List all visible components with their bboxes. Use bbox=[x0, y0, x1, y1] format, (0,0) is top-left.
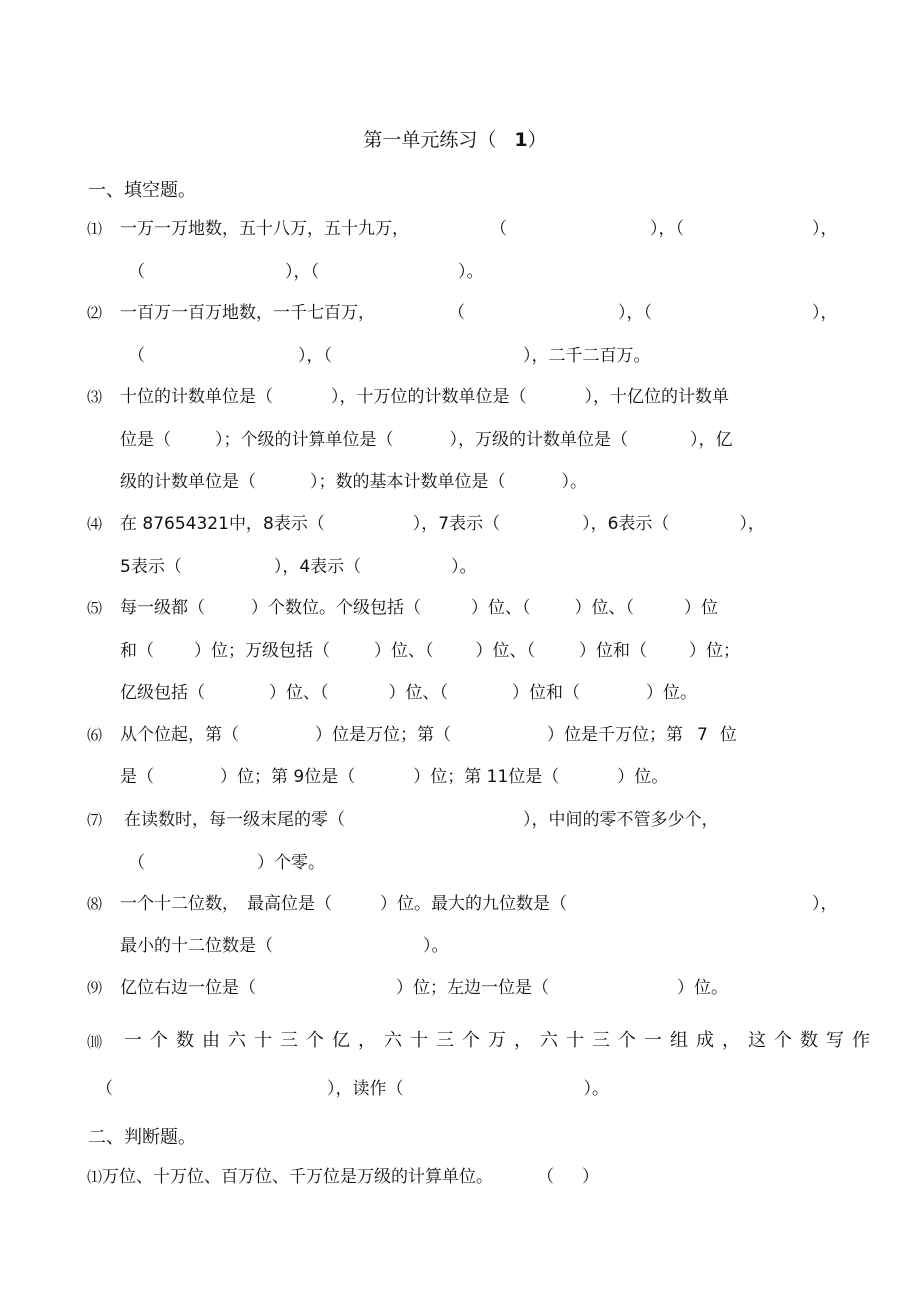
page-title: 第一单元练习（ 1） bbox=[363, 129, 547, 151]
question-number: ⑻ bbox=[87, 895, 103, 913]
answer-blank[interactable]: （ bbox=[128, 346, 145, 366]
question-10-line-2: （ ），读作（ ）。 bbox=[96, 1079, 609, 1099]
question-4-line-2: 5表示（ ），4表示（ ）。 bbox=[120, 557, 477, 577]
question-10-line-1: 一个数由六十三个亿，六十三个万，六十三个一组成，这个数写作 bbox=[124, 1030, 878, 1051]
question-number: ⑶ bbox=[87, 388, 103, 406]
question-1-line-1-end: ）， bbox=[812, 219, 838, 239]
question-number: ⑹ bbox=[87, 726, 103, 744]
answer-blank[interactable]: （ bbox=[448, 303, 465, 323]
question-7-line-2: （ ）个零。 bbox=[128, 853, 325, 873]
question-number: ⑷ bbox=[87, 515, 103, 533]
answer-blank[interactable]: ），（ bbox=[298, 346, 332, 366]
question-3-line-3: 级的计数单位是（ ）；数的基本计数单位是（ ）。 bbox=[120, 472, 587, 492]
question-1-line-1: 一万一万地数，五十八万，五十九万， bbox=[120, 219, 409, 239]
judgement-1-line: ⑴万位、十万位、百万位、千万位是万级的计算单位。 （ ） bbox=[87, 1167, 600, 1187]
question-4-line-1: 在 87654321中，8表示（ ），7表示（ ），6表示（ ）， bbox=[120, 514, 765, 534]
question-6-line-2: 是（ ）位；第 9位是（ ）位；第 11位是（ ）位。 bbox=[120, 767, 669, 787]
question-number: ⑵ bbox=[87, 304, 103, 322]
question-5-line-1: 每一级都（ ）个数位。个级包括（ ）位、（ ）位、（ ）位 bbox=[120, 598, 718, 618]
question-number: ⑼ bbox=[87, 979, 103, 997]
question-1-line-2-end: ）。 bbox=[458, 262, 484, 282]
question-8-line-2: 最小的十二位数是（ ）。 bbox=[120, 936, 449, 956]
question-7-line-1: 在读数时，每一级末尾的零（ ），中间的零不管多少个， bbox=[124, 810, 719, 830]
question-2-line-1: 一百万一百万地数，一千七百万， bbox=[120, 303, 375, 323]
question-9-line-1: 亿位右边一位是（ ）位；左边一位是（ ）位。 bbox=[120, 978, 728, 998]
question-2-line-1-end: ）， bbox=[812, 303, 838, 323]
question-8-line-1-end: ）， bbox=[812, 894, 838, 914]
answer-blank[interactable]: （ bbox=[128, 262, 145, 282]
question-8-line-1: 一个十二位数， 最高位是（ ）位。最大的九位数是（ bbox=[120, 894, 567, 914]
question-5-line-3: 亿级包括（ ）位、（ ）位、（ ）位和（ ）位。 bbox=[120, 683, 697, 703]
section-fill-in-blank-heading: 一、填空题。 bbox=[88, 180, 196, 201]
question-number: ⑴ bbox=[87, 220, 103, 238]
question-number: ⑺ bbox=[87, 811, 103, 829]
answer-blank[interactable]: （ bbox=[490, 219, 507, 239]
answer-blank[interactable]: ），（ bbox=[650, 219, 684, 239]
question-3-line-1: 十位的计数单位是（ ），十万位的计数单位是（ ），十亿位的计数单 bbox=[120, 387, 729, 407]
question-3-line-2: 位是（ ）；个级的计算单位是（ ），万级的计数单位是（ ），亿 bbox=[120, 430, 733, 450]
answer-blank[interactable]: ），（ bbox=[618, 303, 652, 323]
question-number: ⑸ bbox=[87, 599, 103, 617]
question-6-line-1: 从个位起，第（ ）位是万位；第（ ）位是千万位；第 7 位 bbox=[120, 725, 737, 745]
question-number: ⑽ bbox=[87, 1033, 103, 1051]
question-2-line-2-end: ），二千二百万。 bbox=[523, 346, 651, 366]
question-5-line-2: 和（ ）位；万级包括（ ）位、（ ）位、（ ）位和（ ）位； bbox=[120, 641, 740, 661]
answer-blank[interactable]: ），（ bbox=[285, 262, 319, 282]
section-true-false-heading: 二、判断题。 bbox=[88, 1127, 196, 1148]
